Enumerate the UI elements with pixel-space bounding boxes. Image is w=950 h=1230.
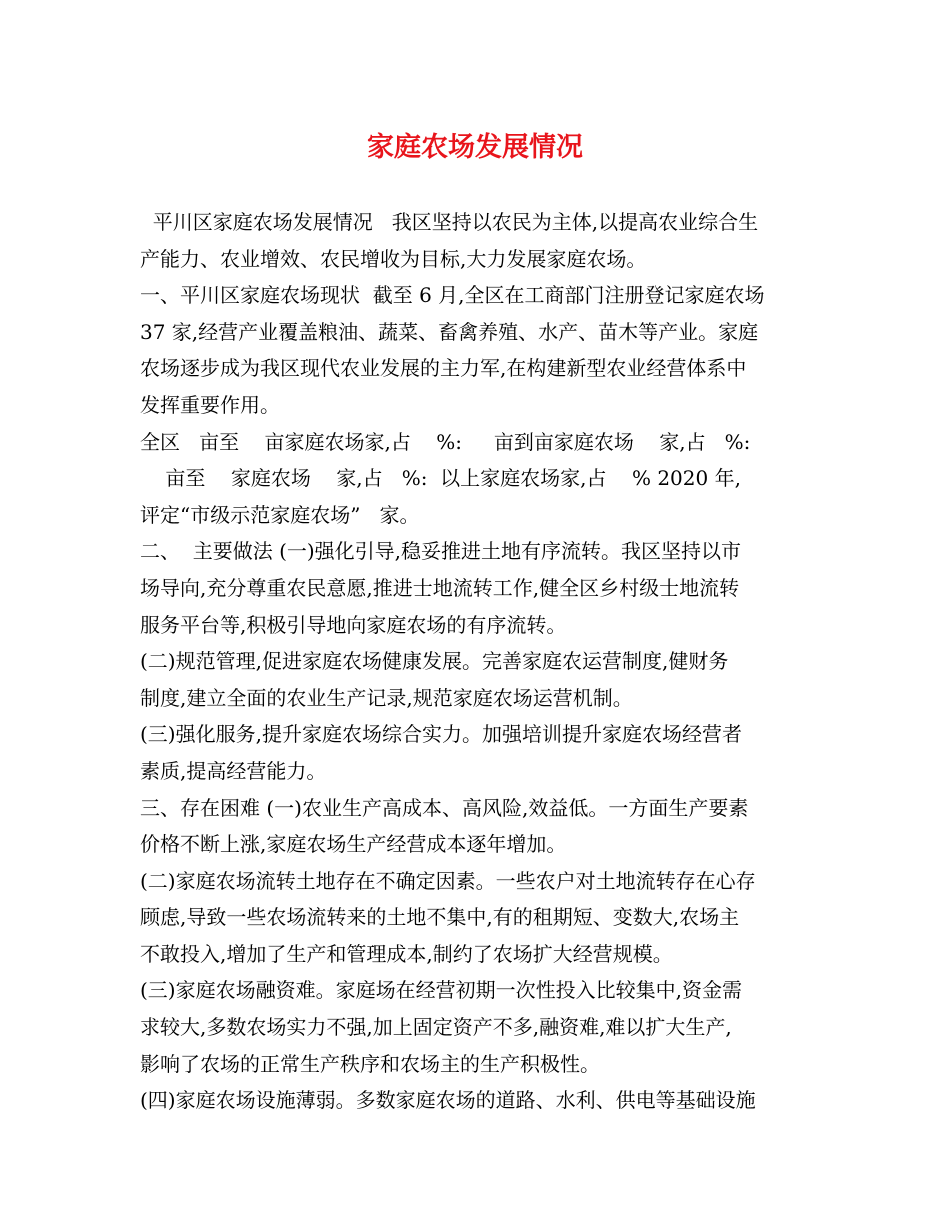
body-line: (四)家庭农场设施薄弱。多数家庭农场的道路、水利、供电等基础设施 [140, 1088, 756, 1113]
body-line: (二)家庭农场流转土地存在不确定因素。一些农户对土地流转存在心存 [140, 868, 756, 893]
body-line: 亩至 家庭农场 家,占 %: 以上家庭农场家,占 % 2020 年, [140, 466, 741, 491]
body-line: 影响了农场的正常生产秩序和农场主的生产积极性。 [140, 1051, 600, 1076]
body-line: 一、平川区家庭农场现状 截至 6 月,全区在工商部门注册登记家庭农场 [140, 283, 765, 308]
body-line: 二、 主要做法 (一)强化引导,稳妥推进土地有序流转。我区坚持以市 [140, 539, 742, 564]
body-line: 价格不断上涨,家庭农场生产经营成本逐年增加。 [140, 832, 567, 857]
body-line: 求较大,多数农场实力不强,加上固定资产不多,融资难,难以扩大生产, [140, 1015, 732, 1040]
body-line: 不敢投入,增加了生产和管理成本,制约了农场扩大经营规模。 [140, 941, 673, 966]
body-line: 产能力、农业增效、农民增收为目标,大力发展家庭农场。 [140, 246, 647, 271]
body-line: (二)规范管理,促进家庭农场健康发展。完善家庭农运营制度,健财务 [140, 649, 729, 674]
body-line: 评定“市级示范家庭农场” 家。 [140, 502, 420, 527]
body-line: 农场逐步成为我区现代农业发展的主力军,在构建新型农业经营体系中 [140, 356, 747, 381]
document-body [140, 204, 820, 1119]
document-title: 家庭农场发展情况 [367, 132, 583, 163]
body-line: 37 家,经营产业覆盖粮油、蔬菜、畜禽养殖、水产、苗木等产业。家庭 [140, 319, 759, 344]
body-line: 场导向,充分尊重农民意愿,推进士地流转工作,健全区乡村级士地流转 [140, 575, 740, 600]
body-line: 平川区家庭农场发展情况 我区坚持以农民为主体,以提高农业综合生 [140, 210, 759, 234]
body-line: 全区 亩至 亩家庭农场家,占 %: 亩到亩家庭农场 家,占 %: [140, 429, 751, 454]
body-line: (三)家庭农场融资难。家庭场在经营初期一次性投入比较集中,资金需 [140, 978, 742, 1003]
body-line: 三、存在困难 (一)农业生产高成本、高风险,效益低。一方面生产要素 [140, 795, 749, 820]
body-line: 素质,提高经营能力。 [140, 758, 327, 783]
body-line: 制度,建立全面的农业生产记录,规范家庭农场运营机制。 [140, 685, 633, 710]
body-line: 发挥重要作用。 [140, 392, 280, 417]
body-line: 服务平台等,积极引导地向家庭农场的有序流转。 [140, 612, 567, 637]
body-line: (三)强化服务,提升家庭农场综合实力。加强培训提升家庭农场经营者 [140, 722, 742, 747]
body-line: 顾虑,导致一些农场流转来的土地不集中,有的租期短、变数大,农场主 [140, 905, 740, 930]
